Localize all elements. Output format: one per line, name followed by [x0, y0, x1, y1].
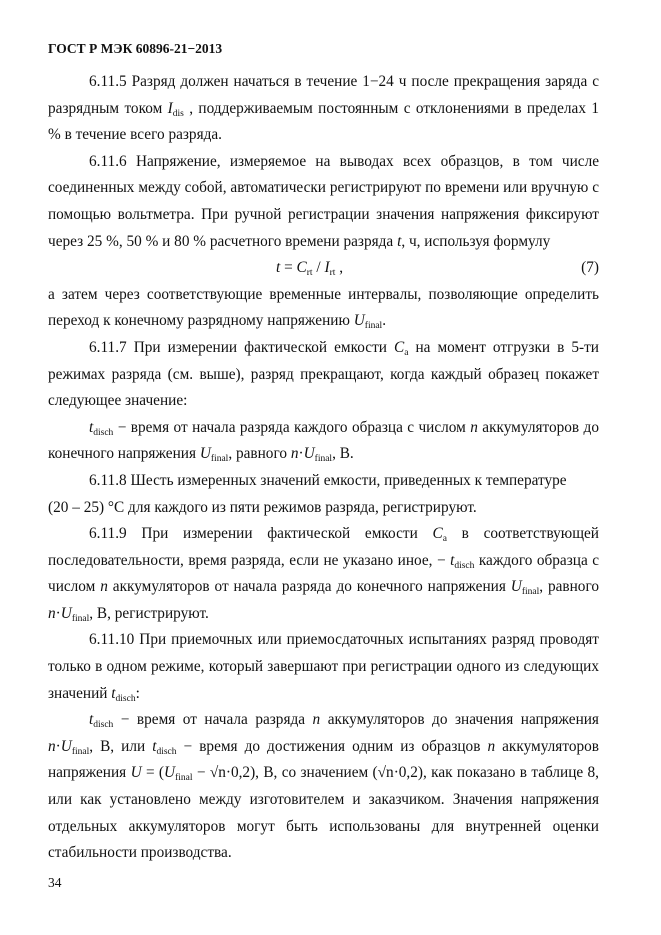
- page-number: 34: [48, 875, 62, 890]
- definition-t-disch-values: $t_{disch}$ − время от начала разряда n аккумуляторов до значения напряжения $n\cdot U_{final}$, В, или $t_{disch}$ − время до достижения одним из образцов n аккумуляторов напряжения $U = (U_{final} - √n\cdot 0,2)$, В, со значением (√n·0,2), как показано в таблице 8, или как установлено между изготовителем и заказчиком. Значения напряжения отдельных аккумуляторов могут быть использованы для внутренней оценки стабильности производства.: [48, 711, 599, 862]
- paragraph-continuation: а затем через соответствующие временные интервалы, позволяющие определить переход к конечному разрядному напряжению $U_{final}$.: [48, 285, 599, 332]
- formula-7: [48, 255, 599, 282]
- paragraph-6-11-8-cont: (20 – 25) °С для каждого из пяти режимов разряда, регистрируют.: [48, 498, 477, 516]
- definition-t-disch: $t_{disch}$ − время от начала разряда каждого образца с числом n аккумуляторов до конечного напряжения $U_{final}$, равного $n\cdot U_{final}$, В.: [48, 418, 599, 465]
- formula-number: (7): [581, 259, 599, 277]
- paragraph-6-11-7: 6.11.7 При измерении фактической емкости $C_a$ на момент отгрузки в 5-ти режимах разряда (см. выше), разряд прекращают, когда каждый образец покажет следующее значение:: [48, 338, 599, 410]
- paragraph-6-11-5: 6.11.5 Разряд должен начаться в течение 1−24 ч после прекращения заряда с разрядным током $I_{dis}$ , поддерживаемым постоянным с отклонениями в пределах 1 % в течение всего разряда.: [48, 73, 599, 144]
- document-header: ГОСТ Р МЭК 60896-21−2013: [48, 41, 223, 56]
- formula-expression: $t = C_{rt} / I_{rt}$ ,: [276, 259, 344, 279]
- paragraph-6-11-9: 6.11.9 При измерении фактической емкости $C_a$ в соответствующей последовательности, время разряда, если не указано иное, − $t_{disch}$ каждого образца с числом n аккумуляторов от начала разряда до конечного напряжения $U_{final}$, равного $n\cdot U_{final}$, В, регистрируют.: [48, 525, 600, 624]
- paragraph-6-11-6: 6.11.6 Напряжение, измеряемое на выводах всех образцов, в том числе соединенных между собой, автоматически регистрируют по времени или вручную с помощью вольтметра. При ручной регистрации значения напряжения фиксируют через 25 %, 50 % и 80 % расчетного времени разряда t, ч, используя формулу: [48, 152, 599, 250]
- paragraph-6-11-8: 6.11.8 Шесть измеренных значений емкости, приведенных к температуре: [89, 471, 567, 489]
- paragraph-6-11-10: 6.11.10 При приемочных или приемосдаточных испытаниях разряд проводят только в одном режиме, который завершают при регистрации одного из следующих значений $t_{disch}$:: [48, 631, 599, 704]
